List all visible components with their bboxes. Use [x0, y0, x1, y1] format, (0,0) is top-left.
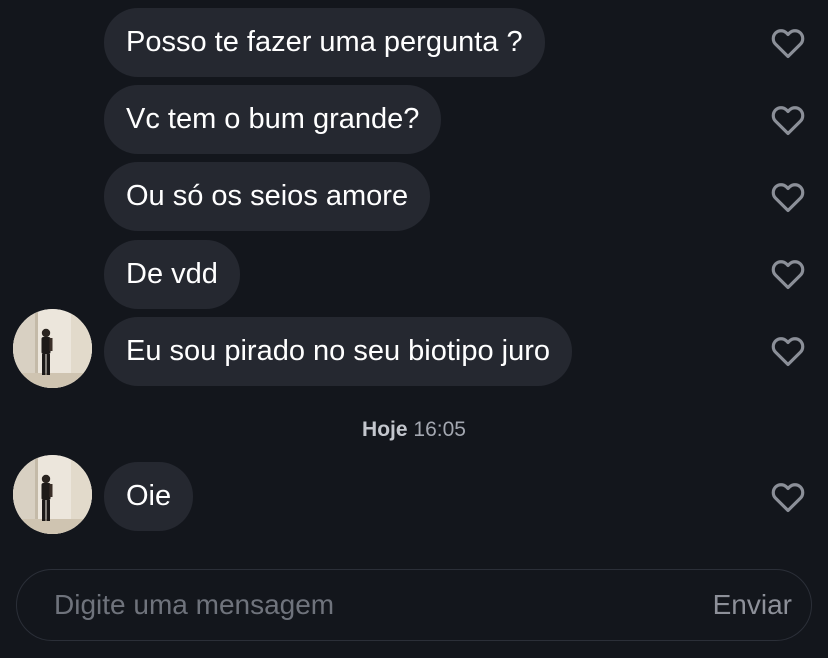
heart-icon[interactable]: [768, 100, 808, 140]
heart-icon[interactable]: [768, 254, 808, 294]
message-composer: [16, 569, 812, 641]
message-input[interactable]: [17, 588, 713, 622]
message-bubble[interactable]: [104, 85, 441, 154]
heart-icon[interactable]: [768, 331, 808, 371]
send-button[interactable]: Enviar: [712, 589, 792, 620]
message-text: Posso te fazer uma pergunta ?: [126, 26, 523, 58]
heart-icon[interactable]: [768, 23, 808, 63]
timestamp-time: 16:05: [413, 418, 466, 441]
heart-icon[interactable]: [768, 477, 808, 517]
message-text: Eu sou pirado no seu biotipo juro: [126, 335, 551, 367]
message-text: De vdd: [126, 258, 218, 290]
message-bubble[interactable]: [104, 240, 240, 309]
timestamp-divider: [0, 418, 828, 442]
message-text: Ou só os seios amore: [126, 180, 409, 212]
message-bubble[interactable]: [104, 8, 545, 77]
message-bubble[interactable]: [104, 462, 193, 531]
heart-icon[interactable]: [768, 177, 808, 217]
avatar[interactable]: [13, 309, 92, 388]
message-text: Oie: [126, 480, 172, 512]
message-text: Vc tem o bum grande?: [126, 103, 420, 135]
message-bubble[interactable]: [104, 317, 572, 386]
avatar[interactable]: [13, 455, 92, 534]
timestamp-day: Hoje: [362, 418, 408, 441]
message-bubble[interactable]: [104, 162, 430, 231]
